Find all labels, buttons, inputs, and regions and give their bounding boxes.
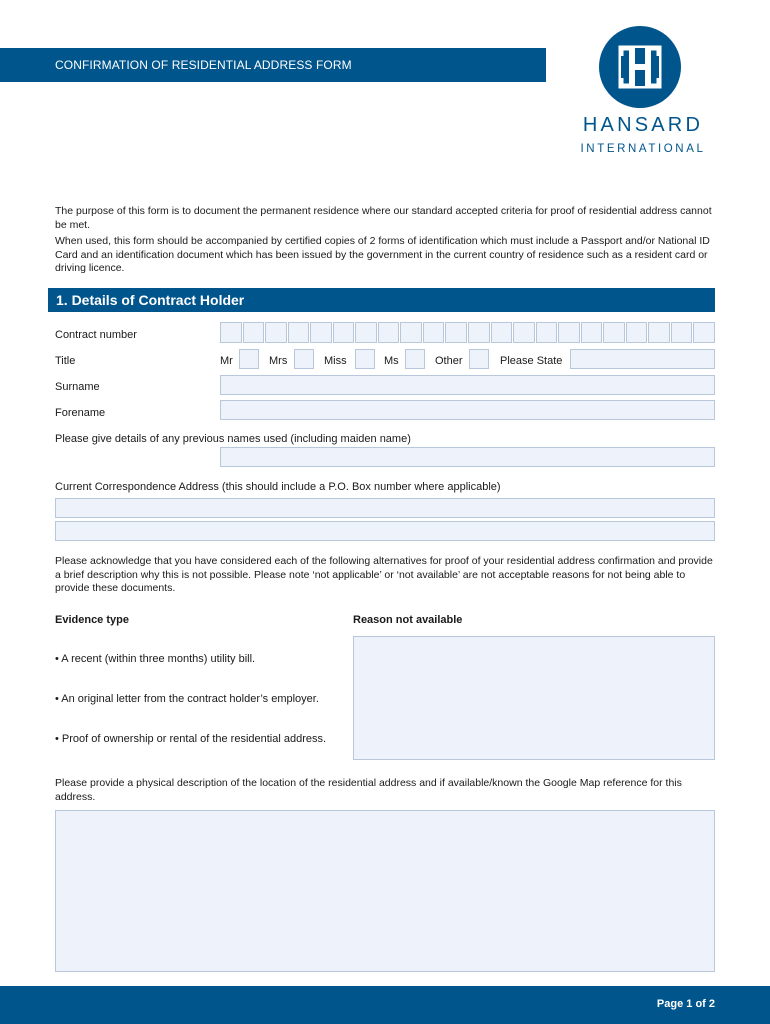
- title-option-mrs-label: Mrs: [269, 355, 288, 367]
- location-description-textarea[interactable]: [55, 810, 715, 972]
- contract-number-label: Contract number: [55, 329, 137, 341]
- correspondence-address-line-2[interactable]: [55, 521, 715, 541]
- evidence-item-employer-letter: • An original letter from the contract holder’s employer.: [55, 693, 319, 705]
- section-heading: 1. Details of Contract Holder: [48, 288, 715, 312]
- contract-number-digit-box[interactable]: [468, 322, 490, 343]
- page-number: Page 1 of 2: [656, 998, 715, 1010]
- previous-names-input[interactable]: [220, 447, 715, 467]
- hansard-h-logo-icon: [599, 26, 681, 108]
- intro-paragraph-1: The purpose of this form is to document the permanent residence where our standard accepted criteria for proof of residential address cannot be met.: [55, 205, 712, 231]
- forename-input[interactable]: [220, 400, 715, 420]
- contract-number-digit-box[interactable]: [445, 322, 467, 343]
- contract-number-digit-box[interactable]: [648, 322, 670, 343]
- title-mr-checkbox[interactable]: [239, 349, 259, 369]
- title-miss-checkbox[interactable]: [355, 349, 375, 369]
- contract-number-digit-box[interactable]: [220, 322, 242, 343]
- title-option-other-label: Other: [435, 355, 463, 367]
- contract-number-digit-box[interactable]: [243, 322, 265, 343]
- evidence-item-utility-bill: • A recent (within three months) utility bill.: [55, 653, 256, 665]
- contract-number-digit-box[interactable]: [491, 322, 513, 343]
- contract-number-digit-box[interactable]: [513, 322, 535, 343]
- title-option-ms-label: Ms: [384, 355, 399, 367]
- contract-number-digit-box[interactable]: [265, 322, 287, 343]
- location-description-label: Please provide a physical description of the location of the residential address and if available/known the Google Map reference for this address.: [55, 777, 682, 803]
- contract-number-digit-box[interactable]: [603, 322, 625, 343]
- title-label: Title: [55, 355, 76, 367]
- contract-number-digit-box[interactable]: [333, 322, 355, 343]
- previous-names-label: Please give details of any previous names used (including maiden name): [55, 433, 411, 445]
- acknowledge-text: Please acknowledge that you have considered each of the following alternatives for proof of your residential address confirmation and provide a brief description why this is not possible. Please note ‘not applicable’ or ‘not available’ are not acceptable reasons for not being able to provide these documents.: [55, 555, 713, 594]
- intro-paragraph-2: When used, this form should be accompanied by certified copies of 2 forms of identification which must include a Passport and/or National ID Card and an identification document which has been issued by the government in the current country of residence such as a resident card or driving licence.: [55, 235, 710, 274]
- reason-not-available-textarea[interactable]: [353, 636, 715, 760]
- contract-number-digit-box[interactable]: [378, 322, 400, 343]
- title-mrs-checkbox[interactable]: [294, 349, 314, 369]
- surname-input[interactable]: [220, 375, 715, 395]
- brand-subtitle: INTERNATIONAL: [580, 143, 706, 155]
- contract-number-digit-box[interactable]: [581, 322, 603, 343]
- reason-not-available-header: Reason not available: [353, 614, 463, 626]
- footer-band: [0, 986, 770, 1024]
- form-title-banner: [0, 48, 546, 82]
- correspondence-address-line-1[interactable]: [55, 498, 715, 518]
- contract-number-digit-box[interactable]: [288, 322, 310, 343]
- contract-number-digit-box[interactable]: [671, 322, 693, 343]
- forename-label: Forename: [55, 407, 106, 419]
- contract-number-digit-box[interactable]: [536, 322, 558, 343]
- title-option-mr-label: Mr: [220, 355, 233, 367]
- surname-label: Surname: [55, 381, 100, 393]
- contract-number-digit-box[interactable]: [626, 322, 648, 343]
- contract-number-field[interactable]: [220, 322, 715, 343]
- contract-number-digit-box[interactable]: [693, 322, 715, 343]
- please-state-input[interactable]: [570, 349, 715, 369]
- contract-number-digit-box[interactable]: [423, 322, 445, 343]
- form-title: CONFIRMATION OF RESIDENTIAL ADDRESS FORM: [55, 58, 352, 72]
- brand-name: HANSARD: [582, 114, 704, 136]
- title-other-checkbox[interactable]: [469, 349, 489, 369]
- evidence-type-header: Evidence type: [55, 614, 129, 626]
- title-ms-checkbox[interactable]: [405, 349, 425, 369]
- contract-number-digit-box[interactable]: [310, 322, 332, 343]
- please-state-label: Please State: [500, 355, 563, 367]
- evidence-item-ownership-proof: • Proof of ownership or rental of the residential address.: [55, 733, 327, 745]
- contract-number-digit-box[interactable]: [400, 322, 422, 343]
- correspondence-address-label: Current Correspondence Address (this should include a P.O. Box number where applicable): [55, 481, 501, 493]
- title-option-miss-label: Miss: [324, 355, 347, 367]
- contract-number-digit-box[interactable]: [355, 322, 377, 343]
- contract-number-digit-box[interactable]: [558, 322, 580, 343]
